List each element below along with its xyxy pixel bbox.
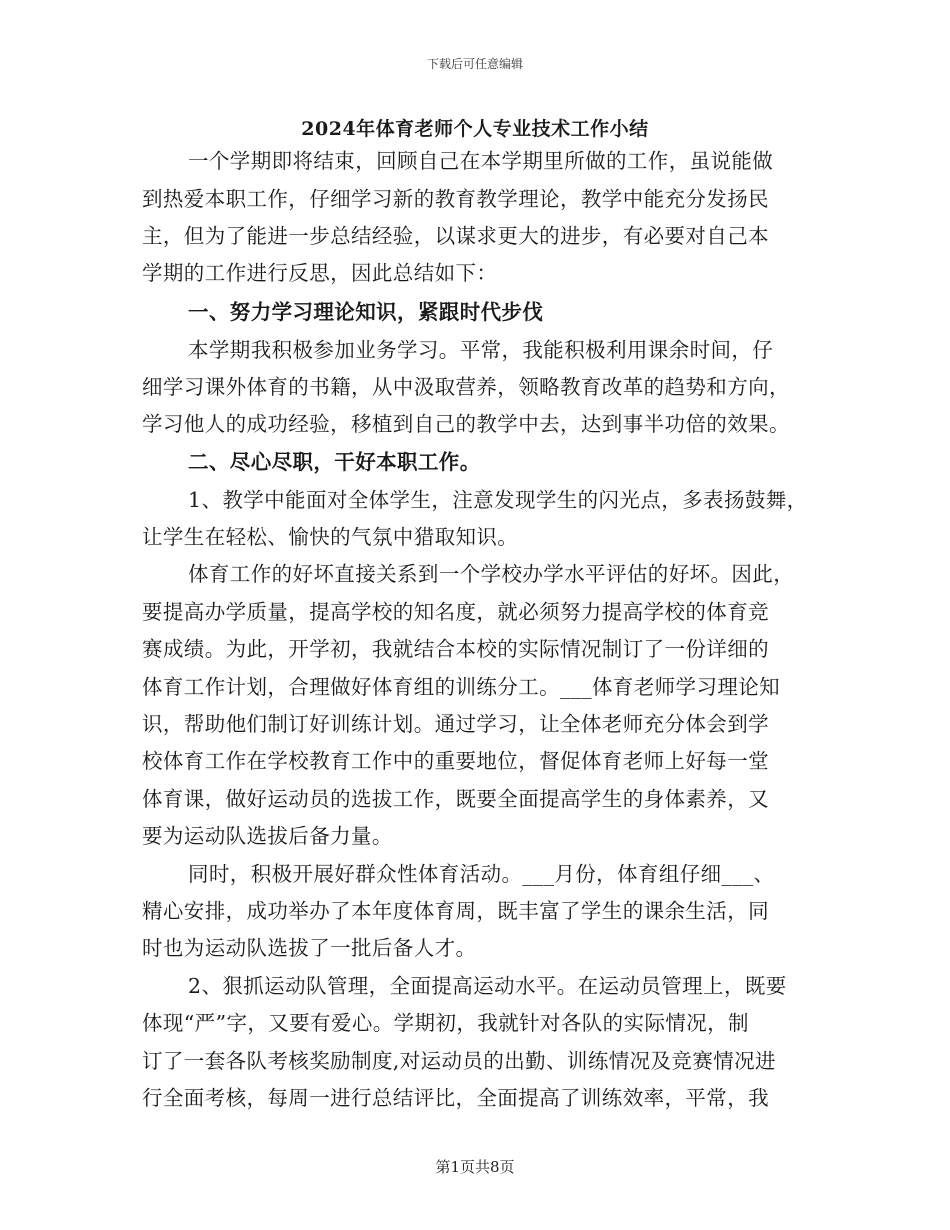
section-heading-1: 一、努力学习理论知识，紧跟时代步伐 [188,300,544,324]
paragraph-line: 主，但为了能进一步总结经验，以谋求更大的进步，有必要对自己本 [142,224,769,248]
page-number: 第1页共8页 [435,1158,515,1176]
paragraph-line: 赛成绩。为此，开学初，我就结合本校的实际情况制订了一份详细的 [142,637,769,661]
paragraph-line: 要为运动队选拔后备力量。 [142,824,393,848]
paragraph-line: 订了一套各队考核奖励制度,对运动员的出勤、训练情况及竞赛情况进 [142,1049,776,1073]
paragraph-line: 本学期我积极参加业务学习。平常，我能积极利用课余时间，仔 [188,338,774,362]
paragraph-line: 学期的工作进行反思，因此总结如下： [142,261,498,285]
paragraph-line: 行全面考核，每周一进行总结评比，全面提高了训练效率，平常，我 [142,1086,769,1110]
paragraph-line: 体现“严”字，又要有爱心。学期初，我就针对各队的实际情况，制 [142,1011,749,1035]
paragraph-line: 到热爱本职工作，仔细学习新的教育教学理论，教学中能充分发扬民 [142,187,769,211]
paragraph-line: 体育工作计划，合理做好体育组的训练分工。___体育老师学习理论知 [142,675,781,699]
paragraph-line: 识，帮助他们制订好训练计划。通过学习，让全体老师充分体会到学 [142,712,769,736]
paragraph-line: 时也为运动队选拔了一批后备人才。 [142,936,477,960]
paragraph-line: 同时，积极开展好群众性体育活动。___月份，体育组仔细___、 [188,862,775,886]
paragraph-line: 让学生在轻松、愉快的气氛中猎取知识。 [142,525,519,549]
paragraph-line: 要提高办学质量，提高学校的知名度，就必须努力提高学校的体育竞 [142,600,769,624]
paragraph-line: 细学习课外体育的书籍，从中汲取营养，领略教育改革的趋势和方向， [142,375,790,399]
paragraph-line: 1、教学中能面对全体学生，注意发现学生的闪光点，多表扬鼓舞， [188,488,808,512]
paragraph-line: 校体育工作在学校教育工作中的重要地位，督促体育老师上好每一堂 [142,749,769,773]
paragraph-line: 体育课，做好运动员的选拔工作，既要全面提高学生的身体素养，又 [142,787,769,811]
paragraph-line: 体育工作的好坏直接关系到一个学校办学水平评估的好坏。因此， [188,562,795,586]
paragraph-line: 学习他人的成功经验，移植到自己的教学中去，达到事半功倍的效果。 [142,412,790,436]
page-header-note: 下载后可任意编辑 [426,57,523,71]
paragraph-line: 一个学期即将结束，回顾自己在本学期里所做的工作，虽说能做 [188,149,774,173]
paragraph-line: 精心安排，成功举办了本年度体育周，既丰富了学生的课余生活，同 [142,899,769,923]
paragraph-line: 2、狠抓运动队管理，全面提高运动水平。在运动员管理上，既要 [188,974,787,998]
document-title: 2024年体育老师个人专业技术工作小结 [301,118,649,140]
section-heading-2: 二、尽心尽职，干好本职工作。 [188,450,481,474]
